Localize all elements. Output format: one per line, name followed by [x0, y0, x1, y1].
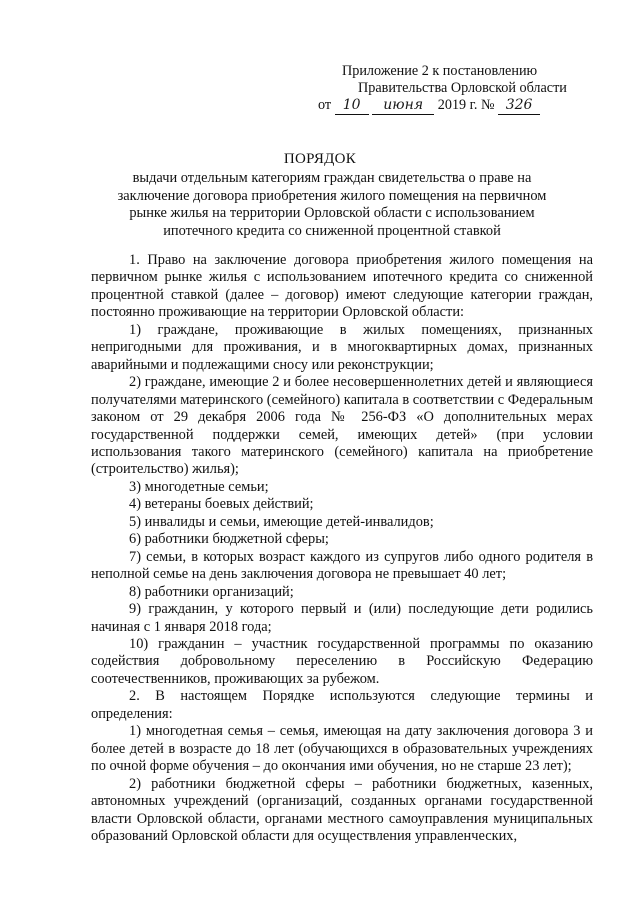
list-item-2: 2) граждане, имеющие 2 и более несовершеннолетних детей и являющиеся получателями материнского (семейного) капитала в соответствии с Федеральным законом от 29 декабря 2006 года № 256-ФЗ «О дополнительных мерах государственной поддержки семей, имеющих детей» (при условии использования такого материнского (семейного) капитала на приобретение (строительство) жилья);: [91, 374, 593, 478]
appendix-date-line: [318, 97, 608, 115]
handwritten-number: 326: [498, 97, 540, 115]
list-item-4: 4) ветераны боевых действий;: [129, 496, 314, 513]
paragraph-2: 2. В настоящем Порядке используются следующие термины и определения:: [91, 688, 593, 722]
list-item-9: 9) гражданин, у которого первый и (или) последующие дети родились начиная с 1 января 2018 года;: [91, 601, 593, 635]
year-label: 2019 г. №: [437, 97, 495, 113]
document-title: ПОРЯДОК: [283, 151, 357, 167]
list-item-1: 1) граждане, проживающие в жилых помещениях, признанных непригодными для проживания, и в многоквартирных домах, признанных аварийными и подлежащими сносу или реконструкции;: [91, 321, 593, 373]
handwritten-day: 10: [335, 97, 369, 115]
list-item-7: 7) семьи, в которых возраст каждого из супругов либо одного родителя в неполной семье на день заключения договора не превышает 40 лет;: [91, 548, 593, 583]
from-label: от: [318, 97, 332, 113]
paragraph-1: 1. Право на заключение договора приобретения жилого помещения на первичном рынке жилья с использованием ипотечного кредита со сниженной процентной ставкой (далее – договор) имеют следующие категории граждан, постоянно проживающие на территории Орловской области:: [91, 252, 593, 321]
appendix-block: [318, 63, 608, 115]
list-item-8: 8) работники организаций;: [129, 583, 294, 600]
list-item-6: 6) работники бюджетной сферы;: [129, 531, 329, 548]
definition-2: 2) работники бюджетной сферы – работники бюджетных, казенных, автономных учреждений (организаций, созданных органами государственной власти Орловской области, органами местного самоуправления муниципальных образований Орловской области для осуществления управленческих,: [91, 775, 593, 844]
document-subtitle: выдачи отдельным категориям граждан свидетельства о праве на заключение договора приобретения жилого помещения на первичном рынке жилья на территории Орловской области с использованием ипотечного кредита со сниженной процентной ставкой: [117, 170, 547, 239]
handwritten-month: июня: [372, 97, 434, 115]
list-item-10: 10) гражданин – участник государственной программы по оказанию содействия добровольному переселению в Российскую Федерацию соотечественников, проживающих за рубежом.: [91, 635, 593, 687]
appendix-line-1: Приложение 2 к постановлению: [342, 63, 538, 79]
definition-1: 1) многодетная семья – семья, имеющая на дату заключения договора 3 и более детей в возрасте до 18 лет (обучающихся в образовательных учреждениях по очной форме обучения – до окончания ими обучения, но не старше 23 лет);: [91, 723, 593, 775]
document-body: [91, 252, 593, 845]
list-item-5: 5) инвалиды и семьи, имеющие детей-инвалидов;: [129, 513, 434, 530]
list-item-3: 3) многодетные семьи;: [129, 478, 269, 495]
appendix-line-2: Правительства Орловской области: [358, 80, 567, 96]
